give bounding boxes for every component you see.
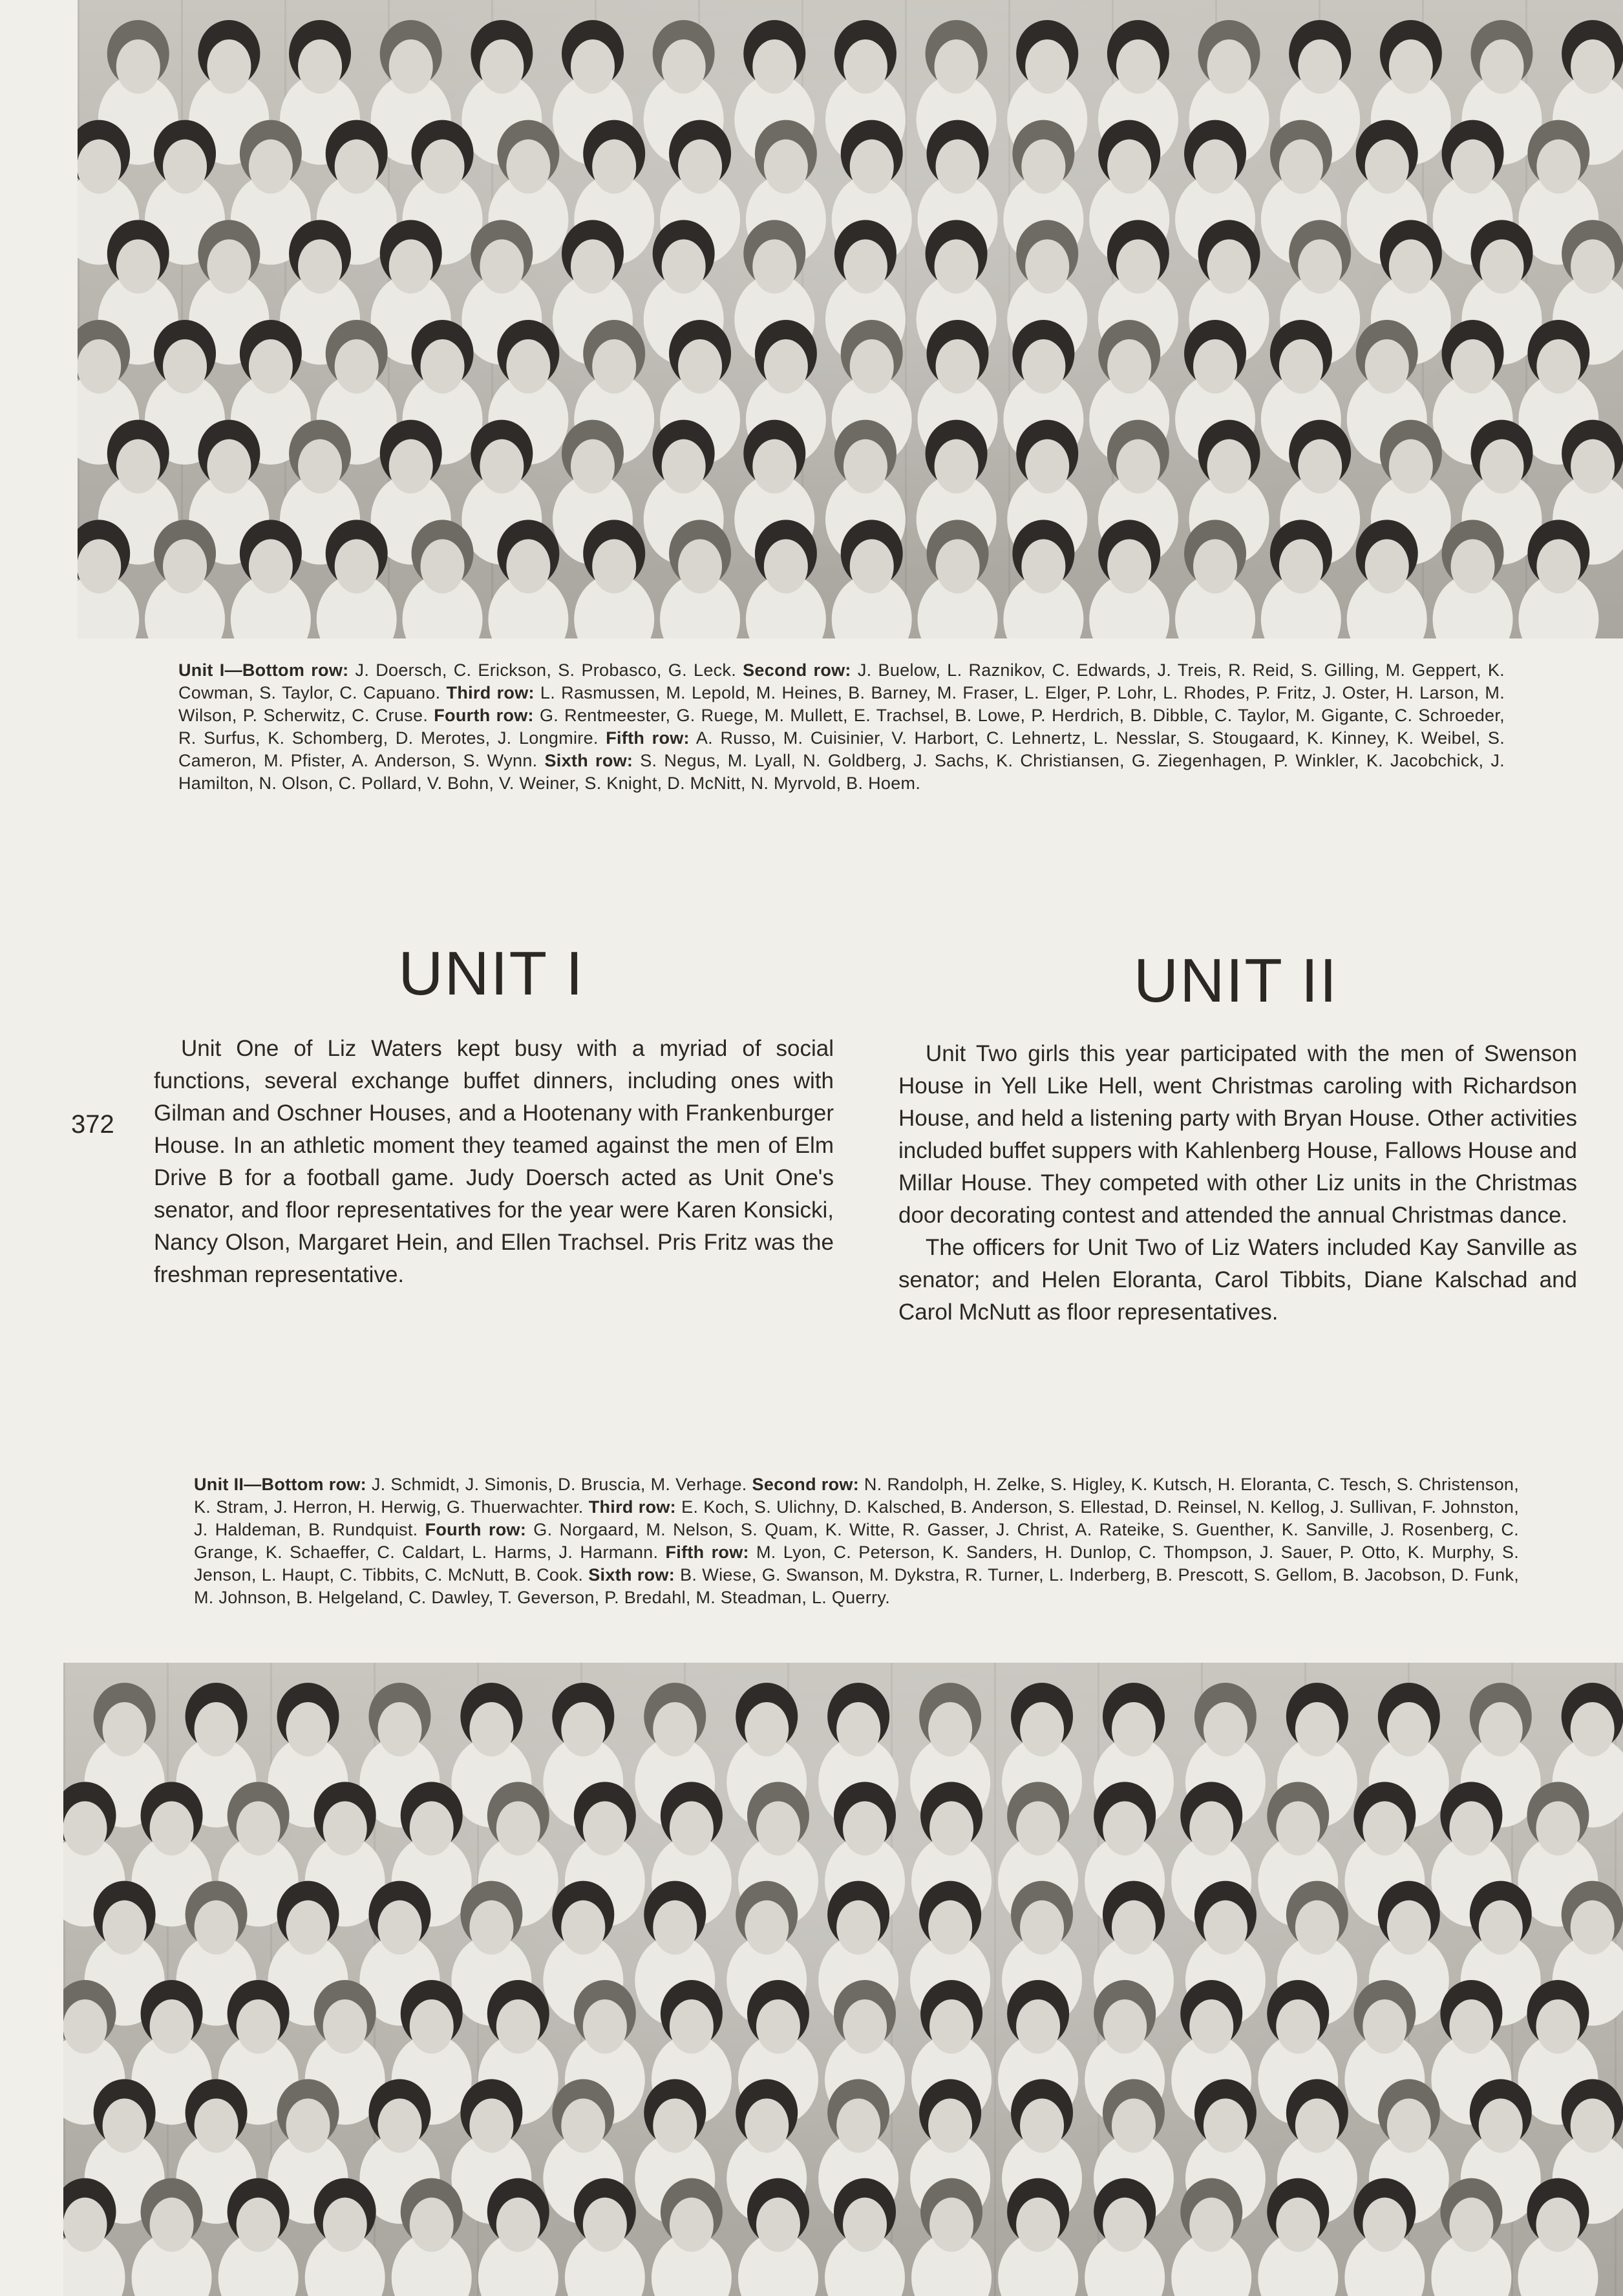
unit1-group-photo-figures [78,0,1623,638]
caption-lead: Unit II—Bottom row: [194,1475,366,1494]
unit1-article [154,1033,834,1291]
caption-row-names: J. Schmidt, J. Simonis, D. Bruscia, M. Verhage. [366,1475,752,1494]
caption-row-names: G. Norgaard, M. Nelson, S. Quam, K. Witte, R. Gasser, J. Christ, A. Rateike, S. Guenther, K. Sanville, J. Rosenberg, C. Grange, K. Schaeffer, C. Caldart, L. Harms, J. Harmann. [194,1520,1519,1562]
caption-row-label: Fourth row: [434,706,534,725]
caption-row-label: Fifth row: [665,1543,749,1562]
unit2-paragraph-1: Unit Two girls this year participated with the men of Swenson House in Yell Like Hell, went Christmas caroling with Richardson House, and held a listening party with Bryan House. Other activities included buffet suppers with Kahlenberg House, Fallows House and Millar House. They competed with other Liz units in the Christmas door decorating contest and attended the annual Christmas dance. [898,1041,1577,1228]
page-number: 372 [71,1110,114,1139]
caption-lead: Unit I—Bottom row: [178,660,349,680]
caption-row-names: G. Rentmeester, G. Ruege, M. Mullett, E. Trachsel, B. Lowe, P. Herdrich, B. Dibble, C. Taylor, M. Gigante, C. Schroeder, R. Surfus, K. Schomberg, D. Merotes, J. Longmire. [178,706,1505,748]
caption-row-names: E. Koch, S. Ulichny, D. Kalsched, B. Anderson, S. Ellestad, D. Reinsel, N. Kellog, J. Sullivan, F. Johnston, J. Haldeman, B. Rundquist. [194,1497,1519,1539]
caption-row-names: J. Doersch, C. Erickson, S. Probasco, G. Leck. [348,660,743,680]
unit1-group-photo [78,0,1623,638]
caption-row-label: Third row: [588,1497,676,1517]
caption-row-names: A. Russo, M. Cuisinier, V. Harbort, C. Lehnertz, L. Nesslar, S. Stougaard, K. Kinney, K. Weibel, S. Cameron, M. Pfister, A. Anderson, S. Wynn. [178,728,1505,770]
caption-row-names: B. Wiese, G. Swanson, M. Dykstra, R. Turner, L. Inderberg, B. Prescott, S. Gellom, B. Jacobson, D. Funk, M. Johnson, B. Helgeland, C. Dawley, T. Geverson, P. Bredahl, M. Steadman, L. Querry. [194,1565,1519,1607]
caption-row-label: Second row: [743,660,851,680]
unit1-paragraph: Unit One of Liz Waters kept busy with a myriad of social functions, several exchange buffet dinners, including ones with Gilman and Oschner Houses, and a Hootenany with Frankenburger House. In an athletic moment they teamed against the men of Elm Drive B for a football game. Judy Doersch acted as Unit One's senator, and floor representatives for the year were Karen Konsicki, Nancy Olson, Margaret Hein, and Ellen Trachsel. Pris Fritz was the freshman representative. [154,1036,834,1287]
unit2-paragraph-2: The officers for Unit Two of Liz Waters included Kay Sanville as senator; and Helen Eloranta, Carol Tibbits, Diane Kalschad and Carol McNutt as floor representatives. [898,1235,1577,1325]
unit2-heading: UNIT II [1133,946,1339,1015]
caption-row-names: N. Randolph, H. Zelke, S. Higley, K. Kutsch, H. Eloranta, C. Tesch, S. Christenson, K. Stram, J. Herron, H. Herwig, G. Thuerwachter. [194,1475,1519,1517]
caption-row-label: Third row: [446,683,535,702]
caption-row-label: Sixth row: [588,1565,675,1585]
unit1-heading: UNIT I [398,939,584,1008]
caption-row-names: L. Rasmussen, M. Lepold, M. Heines, B. Barney, M. Fraser, L. Elger, P. Lohr, L. Rhodes, P. Fritz, J. Oster, H. Larson, M. Wilson, P. Scherwitz, C. Cruse. [178,683,1505,725]
caption-row-names: J. Buelow, L. Raznikov, C. Edwards, J. Treis, R. Reid, S. Gilling, M. Geppert, K. Cowman, S. Taylor, C. Capuano. [178,660,1505,702]
unit2-article [898,1038,1577,1329]
caption-row-names: S. Negus, M. Lyall, N. Goldberg, J. Sachs, K. Christiansen, G. Ziegenhagen, P. Winkler, K. Jacobchick, J. Hamilton, N. Olson, C. Pollard, V. Bohn, V. Weiner, S. Knight, D. McNitt, N. Myrvold, B. Hoem. [178,751,1505,793]
caption-row-names: M. Lyon, C. Peterson, K. Sanders, H. Dunlop, C. Thompson, J. Sauer, P. Otto, K. Murphy, S. Jenson, L. Haupt, C. Tibbits, C. McNutt, B. Cook. [194,1543,1520,1585]
caption-row-label: Fifth row: [606,728,690,748]
unit2-group-photo [63,1663,1623,2296]
caption-row-label: Second row: [752,1475,859,1494]
unit2-photo-caption [194,1473,1519,1609]
unit2-group-photo-figures [63,1663,1623,2296]
caption-row-label: Fourth row: [425,1520,527,1539]
unit1-photo-caption [178,659,1505,795]
caption-row-label: Sixth row: [544,751,633,770]
